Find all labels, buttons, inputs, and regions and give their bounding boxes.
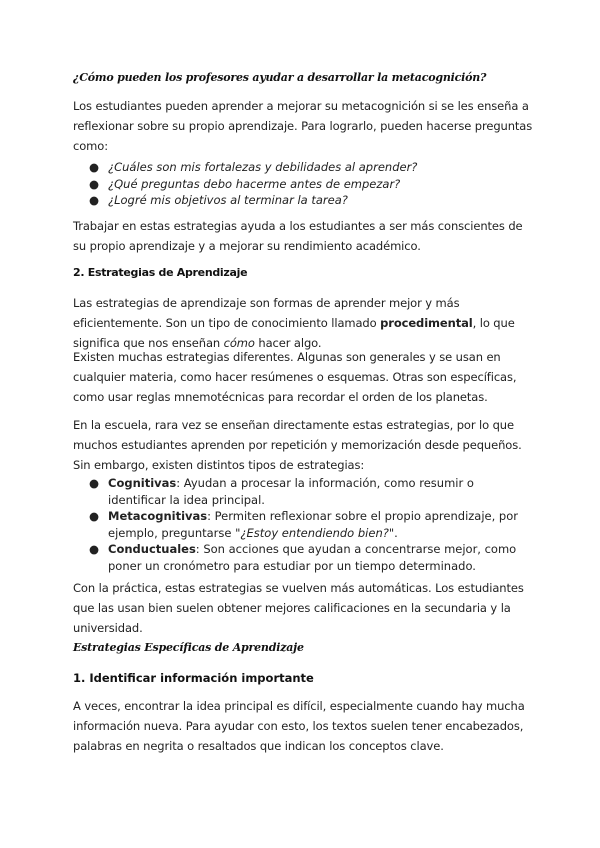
work-paragraph: Trabajar en estas estrategias ayuda a los estudiantes a ser más conscientes de su propio aprendizaje y a mejorar su rendimiento académico. (73, 219, 523, 253)
question-item: ● ¿Logré mis objetivos al terminar la tarea? (89, 193, 348, 207)
strategy-type-item: ● Metacognitivas: Permiten reflexionar sobre el propio aprendizaje, por ejemplo, preguntarse "¿Estoy entendiendo bien?". (89, 509, 518, 540)
intro-paragraph: Los estudiantes pueden aprender a mejorar su metacognición si se les enseña a reflexionar sobre su propio aprendizaje. Para lograrlo, pueden hacerse preguntas como: (73, 99, 533, 153)
bullet-icon: ● (89, 160, 100, 174)
strategy-type-item: ● Conductuales: Son acciones que ayudan a concentrarse mejor, como poner un cronómetro para estudiar por un tiempo determinado. (89, 542, 517, 573)
specific-strategies-heading: Estrategias Específicas de Aprendizaje (73, 641, 304, 654)
questions-list (73, 159, 533, 209)
bullet-icon: ● (89, 542, 100, 556)
practice-paragraph: Con la práctica, estas estrategias se vuelven más automáticas. Los estudiantes que las usan bien suelen obtener mejores calificaciones en la secundaria y la universidad. (73, 581, 524, 635)
many-strategies-paragraph: Existen muchas estrategias diferentes. Algunas son generales y se usan en cualquier materia, como hacer resúmenes o esquemas. Otras son específicas, como usar reglas mnemotécnicas para recordar el orden de los planetas. (73, 350, 517, 404)
final-paragraph: A veces, encontrar la idea principal es difícil, especialmente cuando hay mucha información nueva. Para ayudar con esto, los textos suelen tener encabezados, palabras en negrita o resaltados que indican los conceptos clave. (73, 699, 525, 753)
bullet-icon: ● (89, 193, 100, 207)
question-item: ● ¿Cuáles son mis fortalezas y debilidades al aprender? (89, 160, 418, 174)
strategies-paragraph: Las estrategias de aprendizaje son formas de aprender mejor y más eficientemente. Son un tipo de conocimiento llamado procedimental, lo que significa que nos enseñan cómo hacer algo. (73, 296, 515, 350)
bullet-icon: ● (89, 176, 100, 191)
strategy-type-item: ● Cognitivas: Ayudan a procesar la información, como resumir o identificar la idea principal. (89, 476, 474, 507)
heading-metacognition: ¿Cómo pueden los profesores ayudar a desarrollar la metacognición? (73, 71, 487, 84)
question-item: ● ¿Qué preguntas debo hacerme antes de empezar? (89, 176, 401, 191)
section2-heading: 2. Estrategias de Aprendizaje (73, 266, 248, 279)
bullet-icon: ● (89, 476, 100, 490)
bullet-icon: ● (89, 509, 100, 523)
school-paragraph: En la escuela, rara vez se enseñan directamente estas estrategias, por lo que muchos estudiantes aprenden por repetición y memorización desde pequeños. Sin embargo, existen distintos tipos de estrategias: (73, 418, 522, 472)
strategy-types-list (73, 475, 533, 574)
sub-heading-identify: 1. Identificar información importante (73, 671, 314, 685)
